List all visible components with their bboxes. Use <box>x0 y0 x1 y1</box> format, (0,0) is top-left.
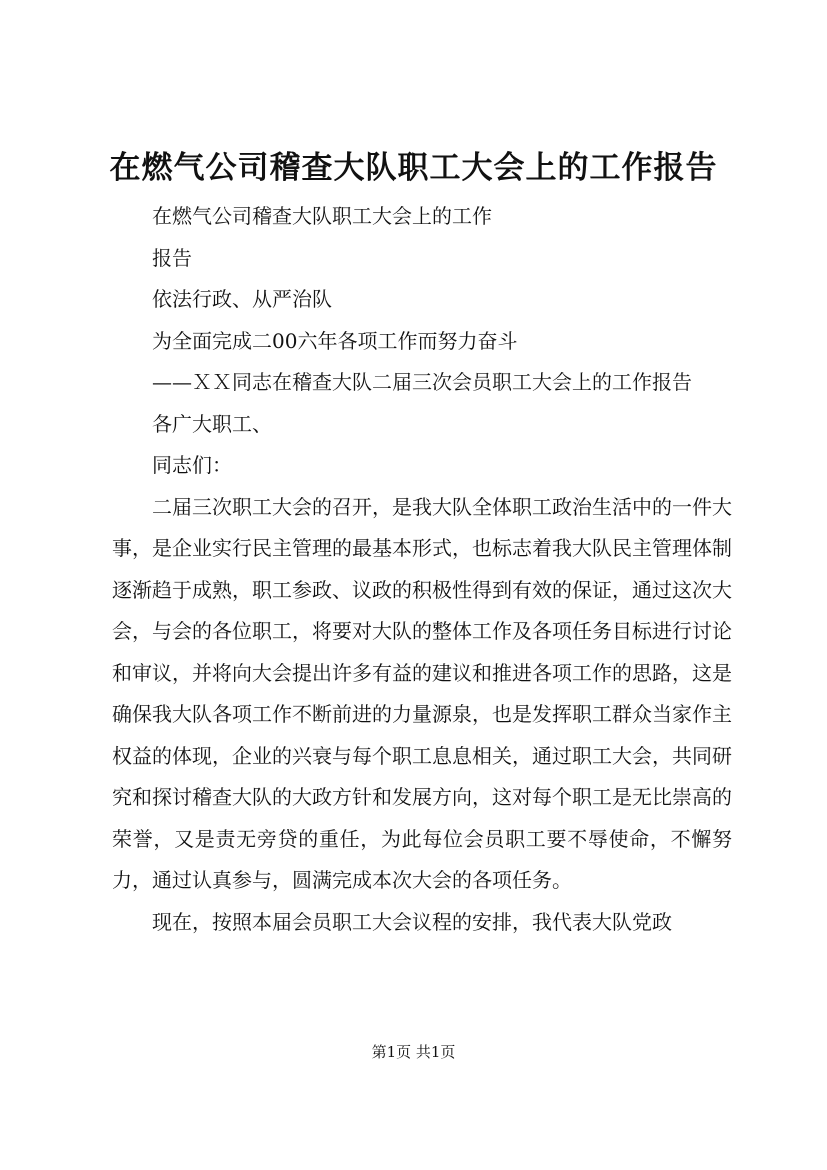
paragraph-slogan-1: 依法行政、从严治队 <box>152 287 332 311</box>
paragraph-slogan-2: 为全面完成二00六年各项工作而努力奋斗 <box>152 328 518 353</box>
paragraph-byline: ——ＸＸ同志在稽查大队二届三次会员职工大会上的工作报告 <box>152 370 692 394</box>
paragraph-body-1: 二届三次职工大会的召开，是我大队全体职工政治生活中的一件大事，是企业实行民主管理的最基本形式，也标志着我大队民主管理体制逐渐趋于成熟，职工参政、议政的积极性得到有效的保证，通过这次大会，与会的各位职工，将要对大队的整体工作及各项任务目标进行讨论和审议，并将向大会提出许多有益的建议和推进各项工作的思路，这是确保我大队各项工作不断前进的力量源泉，也是发挥职工群众当家作主权益的体现，企业的兴衰与每个职工息息相关，通过职工大会，共同研究和探讨稽查大队的大政方针和发展方向，这对每个职工是无比崇高的荣誉，又是责无旁贷的重任，为此每位会员职工要不辱使命，不懈努力，通过认真参与，圆满完成本次大会的各项任务。 <box>112 494 732 892</box>
paragraph-salutation-2: 同志们： <box>152 453 232 477</box>
document-title: 在燃气公司稽查大队职工大会上的工作报告 <box>109 150 718 186</box>
paragraph-heading-line-1: 在燃气公司稽查大队职工大会上的工作 <box>152 204 492 228</box>
paragraph-heading-line-2: 报告 <box>152 245 192 270</box>
document-body <box>112 196 732 943</box>
page-number-footer: 第1页 共1页 <box>371 1043 456 1061</box>
paragraph-body-2: 现在，按照本届会员职工大会议程的安排，我代表大队党政 <box>152 909 672 934</box>
paragraph-salutation-1: 各广大职工、 <box>152 411 272 436</box>
